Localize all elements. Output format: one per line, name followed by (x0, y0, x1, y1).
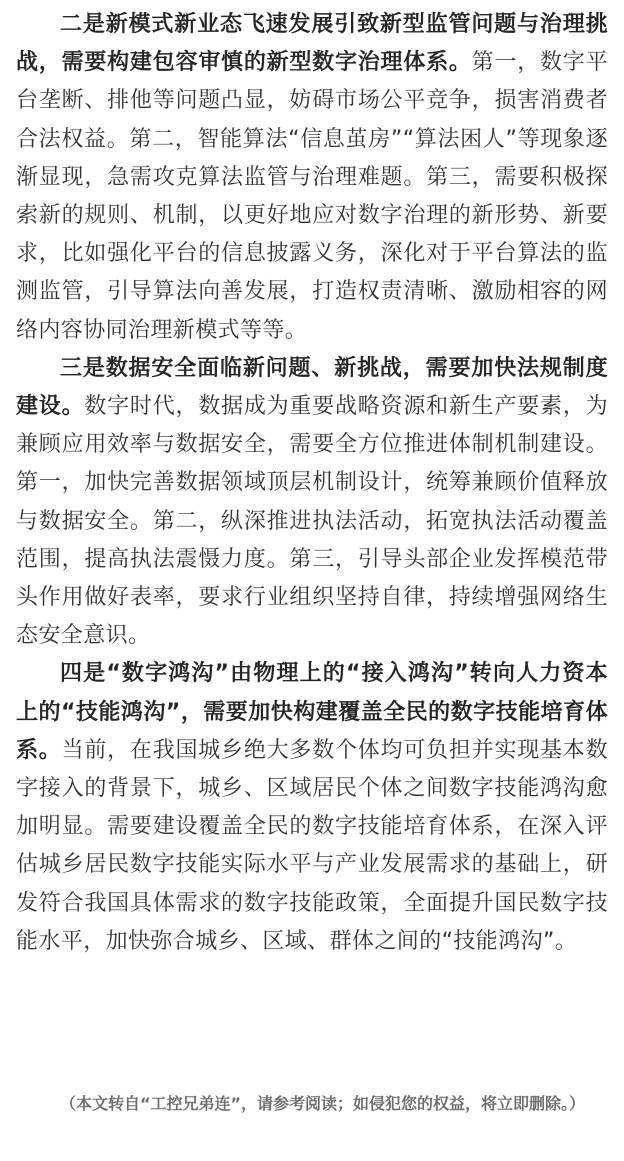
paragraph-lead: 二是新模式新业态飞速发展引致新型监管问题与治理挑战，需要构建包容审慎的新型数字治理体系。 (16, 12, 608, 76)
paragraph-lead: 三是数据安全面临新问题、新挑战，需要加快法规制度建设。 (16, 355, 608, 420)
paragraph-text: 第一，数字平台垄断、排他等问题凸显，妨碍市场公平竞争，损害消费者合法权益。第二，智能算法“信息茧房”“算法困人”等现象逐渐显现，急需攻克算法监管与治理难题。第三，需要积极探索新的规则、机制，以更好地应对数字治理的新形势、新要求，比如强化平台的信息披露义务，深化对于平台算法的监测监管，引导算法向善发展，打造权责清晰、激励相容的网络内容协同治理新模式等等。 (16, 50, 608, 343)
paragraph-digital-divide (16, 655, 608, 961)
paragraph-digital-governance (16, 6, 608, 350)
paragraph-lead: 四是“数字鸿沟”由物理上的“接入鸿沟”转向人力资本上的“技能鸿沟”，需要加快构建覆盖全民的数字技能培育体系。 (16, 661, 608, 763)
source-note: （本文转自“工控兄弟连”，请参考阅读；如侵犯您的权益，将立即删除。） (60, 1094, 586, 1113)
paragraph-text: 数字时代，数据成为重要战略资源和新生产要素，为兼顾应用效率与数据安全，需要全方位推进体制机制建设。第一，加快完善数据领域顶层机制设计，统筹兼顾价值释放与数据安全。第二，纵深推进执法活动，拓宽执法活动覆盖范围，提高执法震慑力度。第三，引导头部企业发挥模范带头作用做好表率，要求行业组织坚持自律，持续增强网络生态安全意识。 (16, 394, 609, 649)
paragraph-text: 当前，在我国城乡绝大多数个体均可负担并实现基本数字接入的背景下，城乡、区域居民个体之间数字技能鸿沟愈加明显。需要建设覆盖全民的数字技能培育体系，在深入评估城乡居民数字技能实际水平与产业发展需求的基础上，研发符合我国具体需求的数字技能政策，全面提升国民数字技能水平，加快弥合城乡、区域、群体之间的“技能鸿沟”。 (16, 737, 608, 954)
paragraph-data-security (16, 350, 608, 656)
article-body (16, 6, 608, 961)
